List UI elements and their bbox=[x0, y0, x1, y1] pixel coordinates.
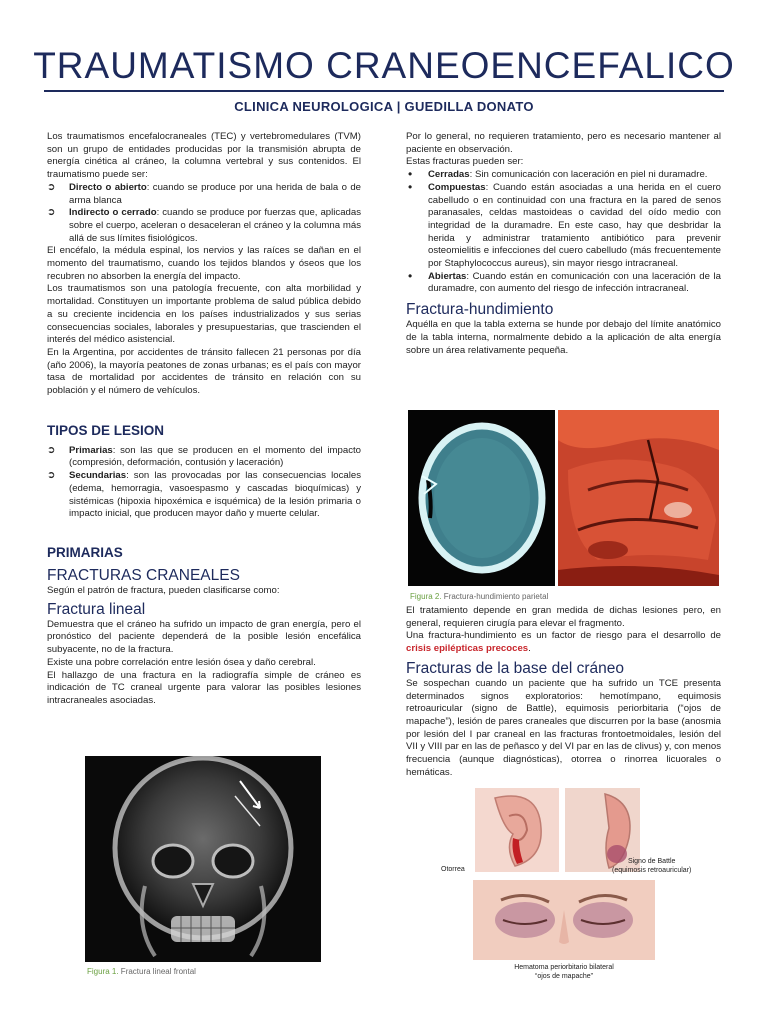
arrow-bullet-icon: ➲ bbox=[47, 470, 56, 482]
fracture-kinds-list bbox=[406, 169, 721, 296]
list-item: • Cerradas: Sin comunicación con laceración en piel ni duramadre. bbox=[408, 167, 708, 182]
arrow-bullet-icon: ➲ bbox=[47, 181, 56, 193]
figure-3-label-hematoma: Hematoma periorbitario bilateral “ojos de mapache” bbox=[514, 964, 614, 980]
section-heading-base: Fracturas de la base del cráneo bbox=[406, 659, 624, 677]
paragraph: El hallazgo de una fractura en la radiografía simple de cráneo es indicación de TC craneal urgente para valorar las posibles lesiones intracraneales asociadas. bbox=[47, 669, 361, 706]
list-item: ➲ Directo o abierto: cuando se produce por una herida de bala o de arma blanca bbox=[47, 181, 361, 206]
bullet-dot-icon: • bbox=[408, 179, 413, 194]
paragraph: Estas fracturas pueden ser: bbox=[406, 156, 524, 168]
bullet-dot-icon: • bbox=[408, 268, 413, 283]
paragraph: Existe una pobre correlación entre lesión ósea y daño cerebral. bbox=[47, 656, 316, 668]
figure-1-caption: Figura 1. Fractura lineal frontal bbox=[87, 967, 196, 976]
list-item: ➲ Secundarias: son las provocadas por las consecuencias locales (edema, hemorragia, vasoespasmo y cascadas bioquímicas) y sistémicas (hipoxia hipoxémica e isquémica) de la lesión primaria o impacto inicial, que producen mayor daño y muerte celular. bbox=[47, 470, 361, 520]
section-heading-tipos: TIPOS DE LESION bbox=[47, 422, 165, 438]
right-column bbox=[406, 131, 721, 357]
figure-3-label-battle: Signo de Battle (equimosis retroauricular) bbox=[612, 858, 692, 874]
paragraph: Se sospechan cuando un paciente que ha sufrido un TCE presenta determinados signos exploratorios: hemotímpano, equimosis retroauricular (signo de Battle), equimosis periorbitaria (“ojos de mapache”), lesión de pares craneales que discurren por la base (anosmia por lesión del I par craneal en las fracturas frontoetmoidales, lesión del VII y VIII par en las de peñasco y del VI par en las de clivus) y, con menos frecuencia (aunque diagnósticas), otorrea o rinorrea licuorales o hemáticas. bbox=[406, 677, 721, 778]
paragraph: El encéfalo, la médula espinal, los nervios y las raíces se dañan en el momento del traumatismo, cuando los tejidos blandos y óseos que los recubren no absorben la energía del impacto. bbox=[47, 245, 361, 282]
section-heading-fracturas: FRACTURAS CRANEALES bbox=[47, 566, 240, 584]
right-column-lower bbox=[406, 605, 721, 779]
arrow-bullet-icon: ➲ bbox=[47, 444, 56, 456]
figure-2-caption: Figura 2. Fractura-hundimiento parietal bbox=[410, 592, 549, 601]
figure-3-raccoon-eyes-illustration bbox=[473, 880, 655, 960]
title-divider bbox=[44, 90, 724, 92]
lesion-types-list bbox=[47, 445, 361, 521]
paragraph: Según el patrón de fractura, pueden clasificarse como: bbox=[47, 584, 280, 596]
paragraph: Aquélla en que la tabla externa se hunde por debajo del límite anatómico de la tabla interna, normalmente debido a la aplicación de alta energía sobre un área relativamente pequeña. bbox=[406, 319, 721, 356]
paragraph: Los traumatismos son una patología frecuente, con alta morbilidad y mortalidad. Constituyen un importante problema de salud pública debido a su creciente incidencia en los países industrializados y sus serias consecuencias sociales, laborales y presupuestarias, que trascienden el interés del médico asistencial. bbox=[47, 283, 361, 346]
figure-2-ct-image bbox=[408, 410, 555, 586]
figure-3-label-otorrea: Otorrea bbox=[441, 866, 465, 873]
section-heading-primarias: PRIMARIAS bbox=[47, 544, 123, 560]
list-item: • Abiertas: Cuando están en comunicación con una laceración de la duramadre, con aumento del riesgo de infección intracraneal. bbox=[408, 268, 721, 295]
figure-2-surgical-photo bbox=[558, 410, 719, 586]
document-title: TRAUMATISMO CRANEOENCEFALICO bbox=[33, 45, 735, 86]
paragraph: El tratamiento depende en gran medida de dichas lesiones pero, en general, requieren cirugía para elevar el fragmento. bbox=[406, 605, 721, 629]
figure-3-otorrea-illustration bbox=[475, 788, 559, 872]
section-heading-hundimiento: Fractura-hundimiento bbox=[406, 301, 554, 319]
list-item: ➲ Primarias: son las que se producen en el momento del impacto (compresión, deformación, contusión y laceración) bbox=[47, 444, 361, 469]
list-item: ➲ Indirecto o cerrado: cuando se produce por fuerzas que, aplicadas sobre el cuerpo, aceleran o desaceleran el cráneo y la columna más allá de sus límites fisiológicos. bbox=[47, 207, 361, 244]
paragraph: Una fractura-hundimiento es un factor de riesgo para el desarrollo de crisis epilépticas precoces. bbox=[406, 630, 721, 655]
section-heading-lineal: Fractura lineal bbox=[47, 600, 146, 618]
paragraph: Demuestra que el cráneo ha sufrido un impacto de gran energía, pero el pronóstico del paciente dependerá de la posible lesión encefálica subyacente, no de la fractura. bbox=[47, 618, 361, 656]
paragraph: En la Argentina, por accidentes de tránsito fallecen 21 personas por día (año 2006), la mayoría peatones de zonas urbanas; es el país con mayor tasa de mortalidad por accidentes de tránsito en relación con su población y el número de vehículos. bbox=[47, 346, 361, 397]
list-item: • Compuestas: Cuando están asociadas a una herida en el cuero cabelludo o en continuidad con una fractura en la pared de senos paranasales, celdas mastoideas o cavidad del oído medio con integridad de la duramadre. En este caso, hay que desbridar la herida y administrar tratamiento antibiótico para prevenir osteomielitis e infecciones del cuero cabelludo (más frecuentemente por Staphylococcus aureus), sin mayor riesgo intracraneal. bbox=[408, 179, 721, 270]
left-column bbox=[47, 131, 361, 708]
bullet-dot-icon: • bbox=[408, 167, 413, 182]
figure-1-xray-image bbox=[85, 756, 321, 962]
intro-paragraph: Los traumatismos encefalocraneales (TEC) y vertebromedulares (TVM) son un grupo de entidades producidas por la transmisión abrupta de energía cinética al cráneo, la columna vertebral y sus contenidos. El traumatismo puede ser: bbox=[47, 131, 361, 181]
paragraph: Por lo general, no requieren tratamiento, pero es necesario mantener al paciente en observación. bbox=[406, 131, 721, 155]
trauma-types-list bbox=[47, 182, 361, 246]
arrow-bullet-icon: ➲ bbox=[47, 207, 56, 219]
document-subtitle: CLINICA NEUROLOGICA | GUEDILLA DONATO bbox=[234, 99, 534, 114]
